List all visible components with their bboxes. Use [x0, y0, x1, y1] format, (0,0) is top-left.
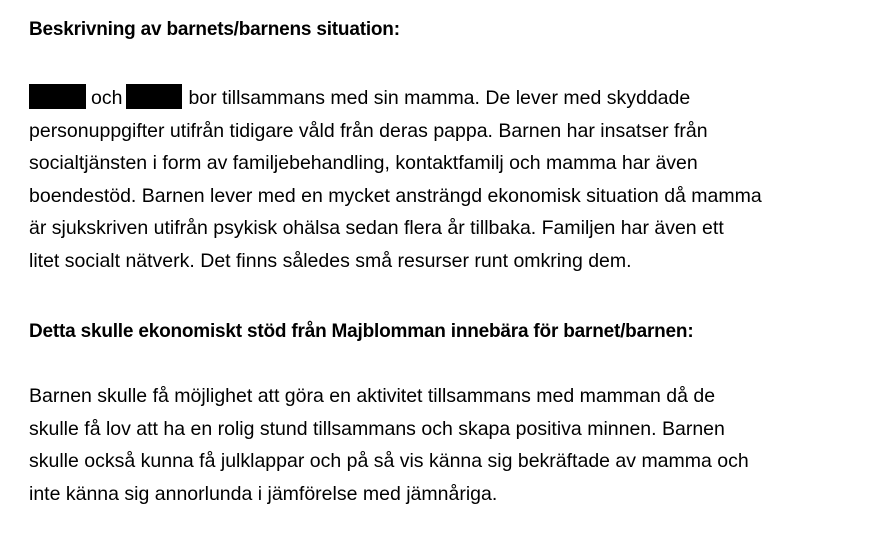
paragraph-line: boendestöd. Barnen lever med en mycket ansträngd ekonomisk situation då mamma — [29, 184, 762, 207]
paragraph-line: skulle också kunna få julklappar och på så vis känna sig bekräftade av mamma och — [29, 450, 749, 473]
paragraph-line-text: bor tillsammans med sin mamma. De lever med skyddade — [188, 87, 691, 109]
section-heading-situation: Beskrivning av barnets/barnens situation: — [29, 19, 400, 40]
support-paragraph — [29, 380, 749, 510]
paragraph-line: skulle få lov att ha en rolig stund tillsammans och skapa positiva minnen. Barnen — [29, 417, 725, 440]
redacted-name-2 — [126, 84, 182, 109]
paragraph-line — [29, 82, 762, 115]
redacted-name-1 — [29, 84, 86, 109]
section-heading-support: Detta skulle ekonomiskt stöd från Majblomman innebära för barnet/barnen: — [29, 321, 694, 342]
paragraph-line: socialtjänsten i form av familjebehandling, kontaktfamilj och mamma har även — [29, 152, 698, 175]
situation-paragraph — [29, 82, 762, 278]
paragraph-line: inte känna sig annorlunda i jämförelse med jämnåriga. — [29, 482, 498, 505]
paragraph-line: är sjukskriven utifrån psykisk ohälsa sedan flera år tillbaka. Familjen har även ett — [29, 217, 724, 240]
paragraph-line: personuppgifter utifrån tidigare våld från deras pappa. Barnen har insatser från — [29, 119, 708, 142]
conjunction-text: och — [91, 87, 123, 109]
paragraph-line: litet socialt nätverk. Det finns således små resurser runt omkring dem. — [29, 249, 632, 272]
paragraph-line: Barnen skulle få möjlighet att göra en aktivitet tillsammans med mamman då de — [29, 385, 716, 407]
